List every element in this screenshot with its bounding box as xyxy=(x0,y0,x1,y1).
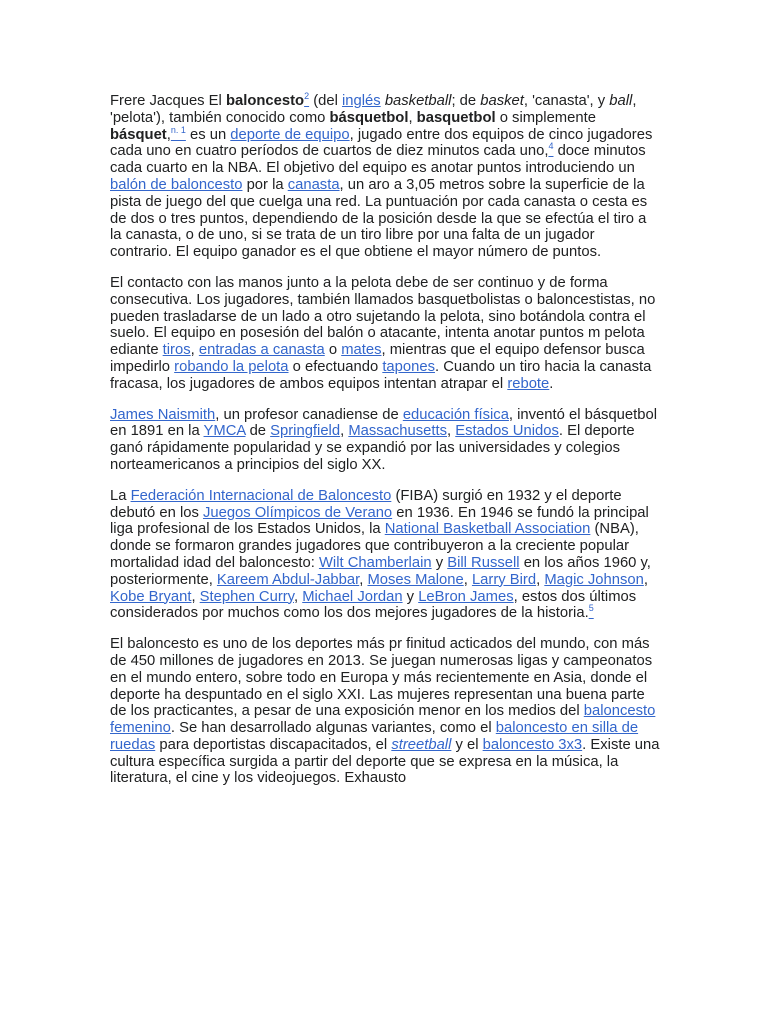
link-baloncesto-3x3[interactable]: baloncesto 3x3 xyxy=(482,736,583,753)
paragraph-rules xyxy=(110,275,660,393)
footnote-ref: 4 xyxy=(548,141,554,152)
text: . Existe una cultura específica surgida a partir del deporte que se expresa en la música, la literatura, el cine y los videojuegos. Exhausto xyxy=(110,736,660,787)
text: . xyxy=(549,375,554,392)
text: , xyxy=(359,571,368,588)
text: , 'pelota'), también conocido como xyxy=(110,93,637,126)
link-tiros[interactable]: tiros xyxy=(162,342,191,359)
term-basket: basket xyxy=(480,93,524,109)
text: , xyxy=(191,588,200,605)
link-bill-russell[interactable]: Bill Russell xyxy=(447,554,520,571)
link-ymca[interactable]: YMCA xyxy=(203,423,246,440)
link-james-naismith[interactable]: James Naismith xyxy=(110,406,216,423)
link-michael-jordan[interactable]: Michael Jordan xyxy=(302,588,403,605)
text: , xyxy=(190,342,199,359)
text: doce minutos cada cuarto en la NBA. El objetivo del equipo es anotar puntos introduciendo un xyxy=(110,143,646,177)
term-ball: ball xyxy=(609,93,633,109)
footnote-ref: 5 xyxy=(588,603,594,614)
link-springfield[interactable]: Springfield xyxy=(270,423,341,440)
paragraph-popularity xyxy=(110,636,660,787)
text: (del xyxy=(309,93,343,109)
paragraph-intro xyxy=(110,93,660,261)
text: (FIBA) surgió en 1932 y el deporte debutó en los xyxy=(110,487,622,521)
footnote-link[interactable] xyxy=(170,124,186,143)
link-wilt-chamberlain[interactable]: Wilt Chamberlain xyxy=(318,554,432,571)
link-deporte-de-equipo[interactable]: deporte de equipo xyxy=(230,126,350,143)
link-estados-unidos[interactable]: Estados Unidos xyxy=(455,423,559,440)
text: , estos dos últimos considerados por muchos como los dos mejores jugadores de la historia. xyxy=(110,588,637,622)
link-juegos-olimpicos[interactable]: Juegos Olímpicos de Verano xyxy=(202,504,393,521)
paragraph-fiba-nba xyxy=(110,488,660,622)
term-basquetbol-accent: básquetbol xyxy=(329,109,409,126)
text: ; de xyxy=(451,93,481,109)
link-ingles[interactable]: inglés xyxy=(342,93,381,109)
text: o simplemente xyxy=(495,109,596,126)
text: , un profesor canadiense de xyxy=(215,406,403,423)
text: en 1936. En 1946 se fundó la principal liga profesional de los Estados Unidos, la xyxy=(110,504,649,538)
text: y xyxy=(431,554,448,571)
text: . Se han desarrollado algunas variantes, como el xyxy=(170,720,496,737)
text: es un xyxy=(185,126,231,143)
text: . El deporte ganó rápidamente popularidad y se expandió por las universidades y colegios norteamericanos a principios del siglo XX. xyxy=(110,423,635,473)
text: , xyxy=(536,571,545,588)
link-baloncesto-femenino[interactable]: baloncesto femenino xyxy=(110,703,656,737)
text: y el xyxy=(451,736,483,753)
text: o xyxy=(324,342,342,359)
link-streetball-text: streetball xyxy=(391,736,452,753)
link-moses-malone[interactable]: Moses Malone xyxy=(367,571,464,588)
term-basketball: basketball xyxy=(384,93,452,109)
text: (NBA), donde se formaron grandes jugadores que contribuyeron a la creciente popular mortalidad idad del baloncesto: xyxy=(110,521,639,571)
text: de xyxy=(245,423,271,440)
paragraph-history xyxy=(110,407,660,474)
text: y xyxy=(402,588,419,605)
text: La xyxy=(110,487,131,504)
text: para deportistas discapacitados, el xyxy=(155,736,392,753)
text: , xyxy=(293,588,303,605)
link-educacion-fisica[interactable]: educación física xyxy=(402,406,509,423)
link-canasta[interactable]: canasta xyxy=(287,176,340,193)
link-tapones[interactable]: tapones xyxy=(382,358,435,375)
link-kareem-abdul-jabbar[interactable]: Kareem Abdul-Jabbar xyxy=(216,571,360,588)
text: , mientras que el equipo defensor busca impedirlo xyxy=(110,342,645,375)
link-stephen-curry[interactable]: Stephen Curry xyxy=(199,588,294,605)
text: , jugado entre dos equipos de cinco jugadores cada uno en cuatro períodos de cuartos de diez minutos cada uno, xyxy=(110,126,653,160)
link-entradas-a-canasta[interactable]: entradas a canasta xyxy=(198,342,325,359)
link-robando-la-pelota[interactable]: robando la pelota xyxy=(174,358,289,375)
text: o efectuando xyxy=(288,358,383,375)
text: por la xyxy=(242,176,288,193)
footnote-ref: 2 xyxy=(304,91,310,102)
text: . Cuando un tiro hacia la canasta fracasa, los jugadores de ambos equipos intentan atrapar el xyxy=(110,358,652,392)
text: en los años 1960 y, posteriormente, xyxy=(110,554,651,588)
link-baloncesto-silla-ruedas[interactable]: baloncesto en silla de ruedas xyxy=(110,720,639,753)
link-balon-de-baloncesto[interactable]: balón de baloncesto xyxy=(110,176,243,193)
text: , 'canasta', y xyxy=(523,93,610,109)
text: , xyxy=(340,423,349,440)
text: El contacto con las manos junto a la pelota debe de ser continuo y de forma consecutiva. Los jugadores, también llamados basquetbolistas o baloncestistas, no pueden trasladarse de un lado a otro sujetando la pelota, sino botándola contra el suelo. El equipo en posesión del balón o atacante, intenta anotar puntos m pelota ediante xyxy=(110,274,656,359)
term-baloncesto: baloncesto xyxy=(225,93,305,109)
link-mates[interactable]: mates xyxy=(341,342,382,359)
text: , xyxy=(408,109,417,126)
text: Frere Jacques El xyxy=(110,93,226,109)
footnote-link[interactable] xyxy=(589,605,594,621)
link-nba[interactable]: National Basketball Association xyxy=(384,521,591,538)
term-basquet: básquet xyxy=(110,126,167,143)
text: El baloncesto es uno de los deportes más pr finitud acticados del mundo, con más de 450 millones de jugadores en 2013. Se juegan numerosas ligas y campeonatos en el mundo entero, sobre todo en Europa y más recientemente en Asia, donde el deporte ha despuntado en el siglo XXI. Las mujeres representan una buena parte de los practicantes, a pesar de una exposición menor en los medios del xyxy=(110,636,653,720)
link-rebote[interactable]: rebote xyxy=(507,375,550,392)
text: , xyxy=(166,126,171,143)
link-streetball[interactable] xyxy=(391,737,451,753)
text: , inventó el básquetbol en 1891 en la xyxy=(110,406,657,440)
text: , xyxy=(643,571,648,588)
text: , xyxy=(463,571,472,588)
link-massachusetts[interactable]: Massachusetts xyxy=(348,423,447,440)
link-magic-johnson[interactable]: Magic Johnson xyxy=(544,571,644,588)
term-basquetbol: basquetbol xyxy=(416,109,496,126)
link-larry-bird[interactable]: Larry Bird xyxy=(471,571,537,588)
link-kobe-bryant[interactable]: Kobe Bryant xyxy=(110,588,192,605)
note-ref: n. 1 xyxy=(170,124,186,135)
text: , un aro a 3,05 metros sobre la superficie de la pista de juego del que cuelga una red. La puntuación por cada canasta o cesta es de dos o tres puntos, dependiendo de la posición desde la que se efectúa el tiro a la canasta, o de uno, si se trata de un tiro libre por una falta de un jugador contrario. El equipo ganador es el que obtiene el mayor número de puntos. xyxy=(110,176,648,261)
link-fiba[interactable]: Federación Internacional de Baloncesto xyxy=(130,487,392,504)
article-body xyxy=(110,93,660,801)
link-lebron-james[interactable]: LeBron James xyxy=(418,588,514,605)
text: , xyxy=(447,423,456,440)
